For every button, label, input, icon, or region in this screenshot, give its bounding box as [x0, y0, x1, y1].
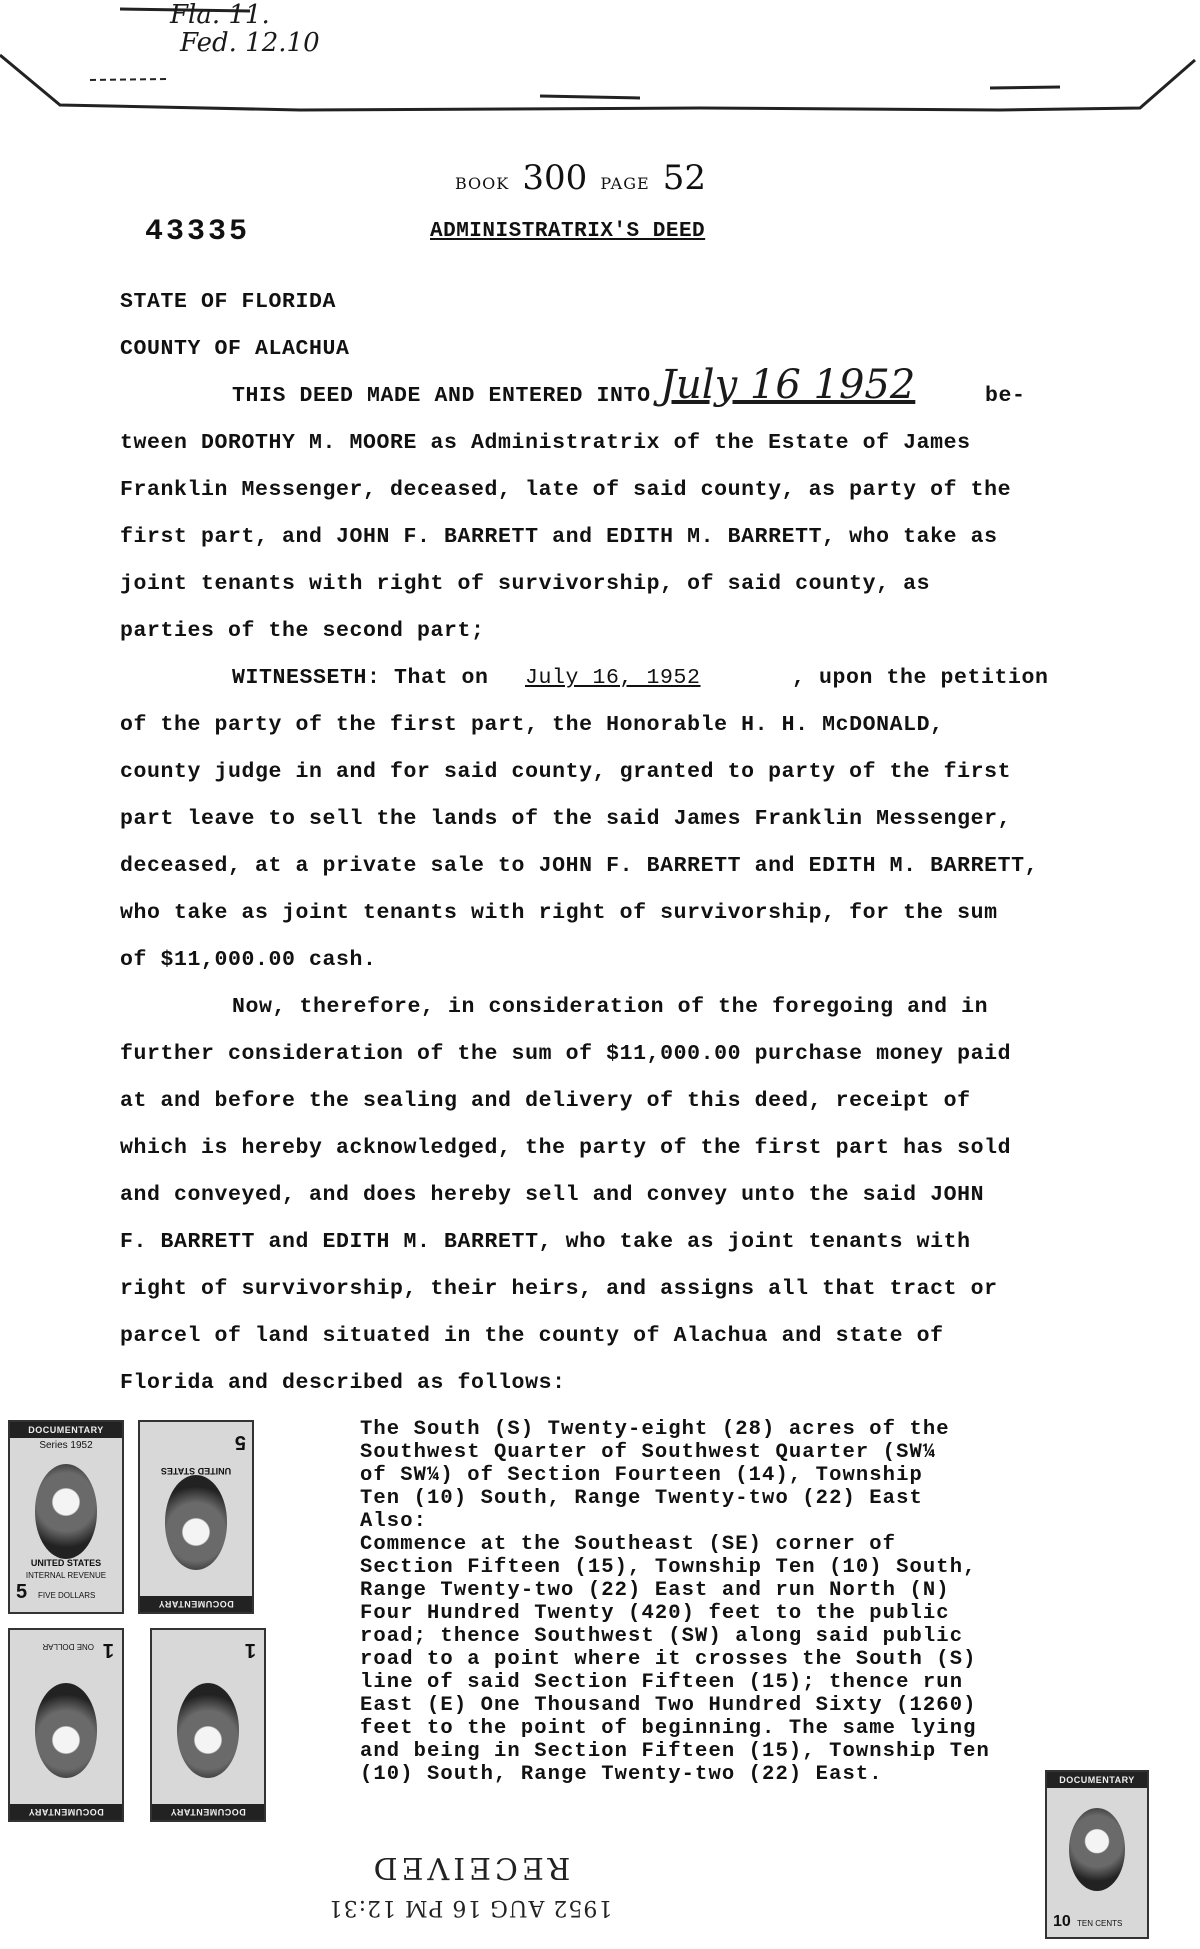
body-line: of $11,000.00 cash. [120, 948, 377, 972]
description-line: and being in Section Fifteen (15), Township Ten [360, 1740, 990, 1763]
county-line: COUNTY OF ALACHUA [120, 337, 350, 361]
revenue-stamp-one-right [150, 1628, 266, 1822]
witness-date-value: July 16, 1952 [525, 666, 701, 690]
handwritten-date: July 16 1952 [660, 362, 916, 408]
description-line: Also: [360, 1510, 428, 1533]
body-line: at and before the sealing and delivery of this deed, receipt of [120, 1089, 971, 1113]
portrait-icon [35, 1464, 98, 1559]
description-line: Range Twenty-two (22) East and run North (N) [360, 1579, 950, 1602]
stamp-united-states-label: UNITED STATES [30, 1558, 102, 1568]
revenue-stamp-five-upper-inverted [138, 1420, 254, 1614]
stamp-internal-revenue-label: INTERNAL REVENUE [25, 1571, 107, 1580]
witness-suffix: , upon the petition [792, 666, 1049, 690]
description-line: road to a point where it crosses the South (S) [360, 1648, 977, 1671]
stamp-documentary-label: DOCUMENTARY [10, 1804, 122, 1820]
witness-date [525, 666, 701, 690]
received-stamp [320, 1820, 620, 1920]
body-line: THIS DEED MADE AND ENTERED INTO [232, 384, 651, 408]
body-line: parties of the second part; [120, 619, 485, 643]
body-line: right of survivorship, their heirs, and assigns all that tract or [120, 1277, 998, 1301]
body-line: who take as joint tenants with right of survivorship, for the sum [120, 901, 998, 925]
stamp-value-five: 5 [16, 1581, 28, 1603]
stamp-value-five-word: FIVE DOLLARS [38, 1591, 96, 1600]
body-line: Now, therefore, in consideration of the foregoing and in [232, 995, 989, 1019]
stamp-documentary-label: DOCUMENTARY [140, 1596, 252, 1612]
description-line: Ten (10) South, Range Twenty-two (22) East [360, 1487, 923, 1510]
description-line: of SW¼) of Section Fourteen (14), Township [360, 1464, 923, 1487]
body-line: further consideration of the sum of $11,000.00 purchase money paid [120, 1042, 1012, 1066]
margin-note-line1: Fla. 11. [170, 0, 270, 30]
body-line: parcel of land situated in the county of Alachua and state of [120, 1324, 944, 1348]
page-number: 52 [662, 158, 707, 198]
body-line: joint tenants with right of survivorship, of said county, as [120, 572, 931, 596]
book-number: 300 [522, 158, 588, 198]
book-page-reference [455, 158, 706, 198]
stamp-value-ten: 10 [1053, 1913, 1071, 1930]
body-line: WITNESSETH: That on [232, 666, 489, 690]
body-line: tween DOROTHY M. MOORE as Administratrix of the Estate of James [120, 431, 971, 455]
body-line: deceased, at a private sale to JOHN F. BARRETT and EDITH M. BARRETT, [120, 854, 1039, 878]
book-label: BOOK [455, 174, 510, 193]
description-line: East (E) One Thousand Two Hundred Sixty (1260) [360, 1694, 977, 1717]
body-line: Franklin Messenger, deceased, late of said county, as party of the [120, 478, 1012, 502]
portrait-icon [165, 1475, 228, 1570]
stamp-value-five: 5 [234, 1431, 246, 1453]
revenue-stamp-ten-cents [1045, 1770, 1149, 1939]
body-line: county judge in and for said county, granted to party of the first [120, 760, 1012, 784]
stamp-documentary-label: DOCUMENTARY [10, 1422, 122, 1438]
revenue-stamp-five-upper [8, 1420, 124, 1614]
received-word: RECEIVED [369, 1850, 571, 1885]
description-line: The South (S) Twenty-eight (28) acres of the [360, 1418, 950, 1441]
stamp-documentary-label: DOCUMENTARY [152, 1804, 264, 1820]
portrait-icon [1069, 1808, 1125, 1891]
state-line: STATE OF FLORIDA [120, 290, 337, 314]
description-line: line of said Section Fifteen (15); thence run [360, 1671, 964, 1694]
body-line: which is hereby acknowledged, the party of the first part has sold [120, 1136, 1012, 1160]
margin-note-line2: Fed. 12.10 [180, 28, 320, 58]
description-line: (10) South, Range Twenty-two (22) East. [360, 1763, 883, 1786]
stamp-united-states-label: UNITED STATES [160, 1466, 232, 1476]
description-line: Commence at the Southeast (SE) corner of [360, 1533, 897, 1556]
stamp-documentary-label: DOCUMENTARY [1047, 1772, 1147, 1788]
stamp-series-label: Series 1952 [39, 1440, 93, 1451]
stamp-value-ten-word: TEN CENTS [1077, 1919, 1123, 1928]
document-title: ADMINISTRATRIX'S DEED [430, 220, 706, 243]
body-line: and conveyed, and does hereby sell and convey unto the said JOHN [120, 1183, 985, 1207]
body-line: first part, and JOHN F. BARRETT and EDITH M. BARRETT, who take as [120, 525, 998, 549]
revenue-stamp-one-left [8, 1628, 124, 1822]
portrait-icon [177, 1683, 240, 1778]
page-label: PAGE [600, 174, 650, 193]
stamp-value-one: 1 [102, 1639, 114, 1661]
description-line: Section Fifteen (15), Township Ten (10) South, [360, 1556, 977, 1579]
stamp-value-one-word: ONE DOLLAR [42, 1642, 94, 1651]
body-line: part leave to sell the lands of the said James Franklin Messenger, [120, 807, 1012, 831]
body-line: of the party of the first part, the Honorable H. H. McDONALD, [120, 713, 944, 737]
description-line: Southwest Quarter of Southwest Quarter (SW¼ [360, 1441, 937, 1464]
received-date: 1952 AUG 16 PM 12:31 [327, 1895, 613, 1920]
body-line: Florida and described as follows: [120, 1371, 566, 1395]
portrait-icon [35, 1683, 98, 1778]
stamp-value-one: 1 [244, 1639, 256, 1661]
body-line-suffix: be- [985, 384, 1026, 408]
instrument-number: 43335 [145, 215, 251, 249]
description-line: feet to the point of beginning. The same lying [360, 1717, 977, 1740]
description-line: Four Hundred Twenty (420) feet to the public [360, 1602, 950, 1625]
body-line: F. BARRETT and EDITH M. BARRETT, who take as joint tenants with [120, 1230, 971, 1254]
description-line: road; thence Southwest (SW) along said public [360, 1625, 964, 1648]
